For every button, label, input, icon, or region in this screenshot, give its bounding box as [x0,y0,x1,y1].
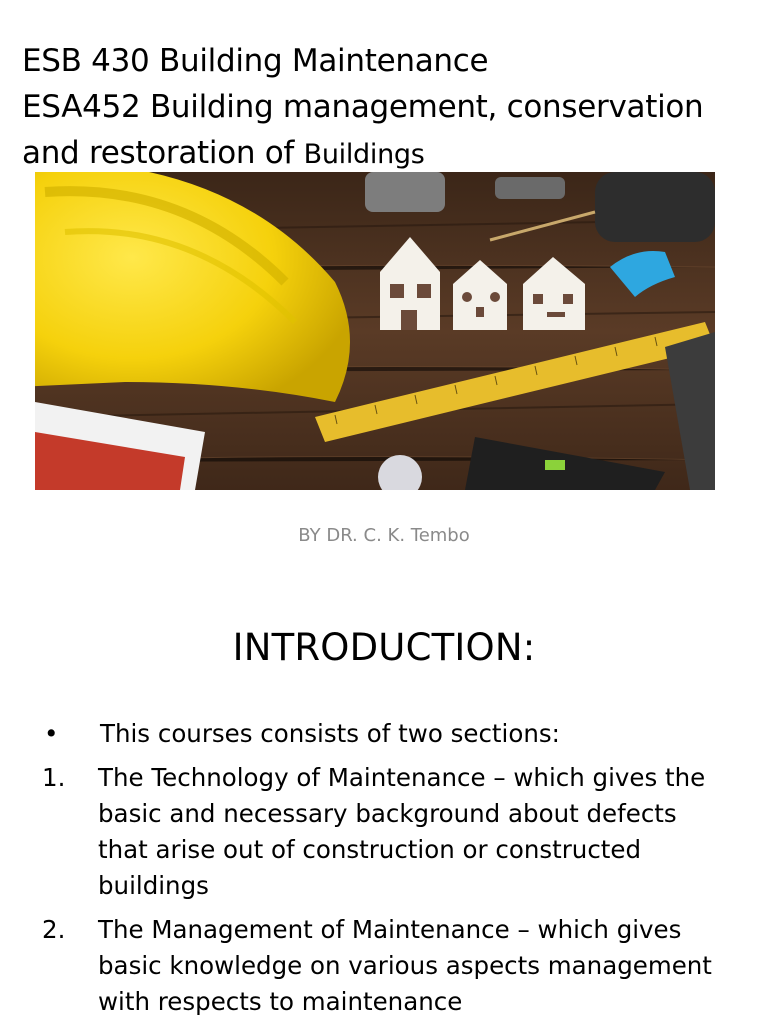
list-item [42,912,732,1020]
author-byline: BY DR. C. K. Tembo [298,525,470,546]
title-line-3-end: Buildings [303,139,425,170]
list-item [42,760,732,904]
title-line-1: ESB 430 Building Maintenance [22,43,489,79]
list-item-text: The Technology of Maintenance – which gives the basic and necessary background about defects that arise out of construction or constructed buildings [98,763,706,900]
number-marker: 1. [42,763,66,792]
title-line-2: ESA452 Building management, conservation [22,89,704,125]
construction-tools-photo [35,172,715,490]
bullet-marker: • [44,719,59,748]
section-heading: INTRODUCTION: [232,626,536,669]
title-line-3-main: and restoration of [22,135,304,171]
list-item [42,716,732,752]
title-line-3 [22,130,752,178]
list-item-text: This courses consists of two sections: [100,719,560,748]
slide-title [22,38,752,178]
list-item-text: The Management of Maintenance – which gives basic knowledge on various aspects management with respects to maintenance [98,915,712,1016]
intro-list [42,716,732,1028]
number-marker: 2. [42,915,66,944]
